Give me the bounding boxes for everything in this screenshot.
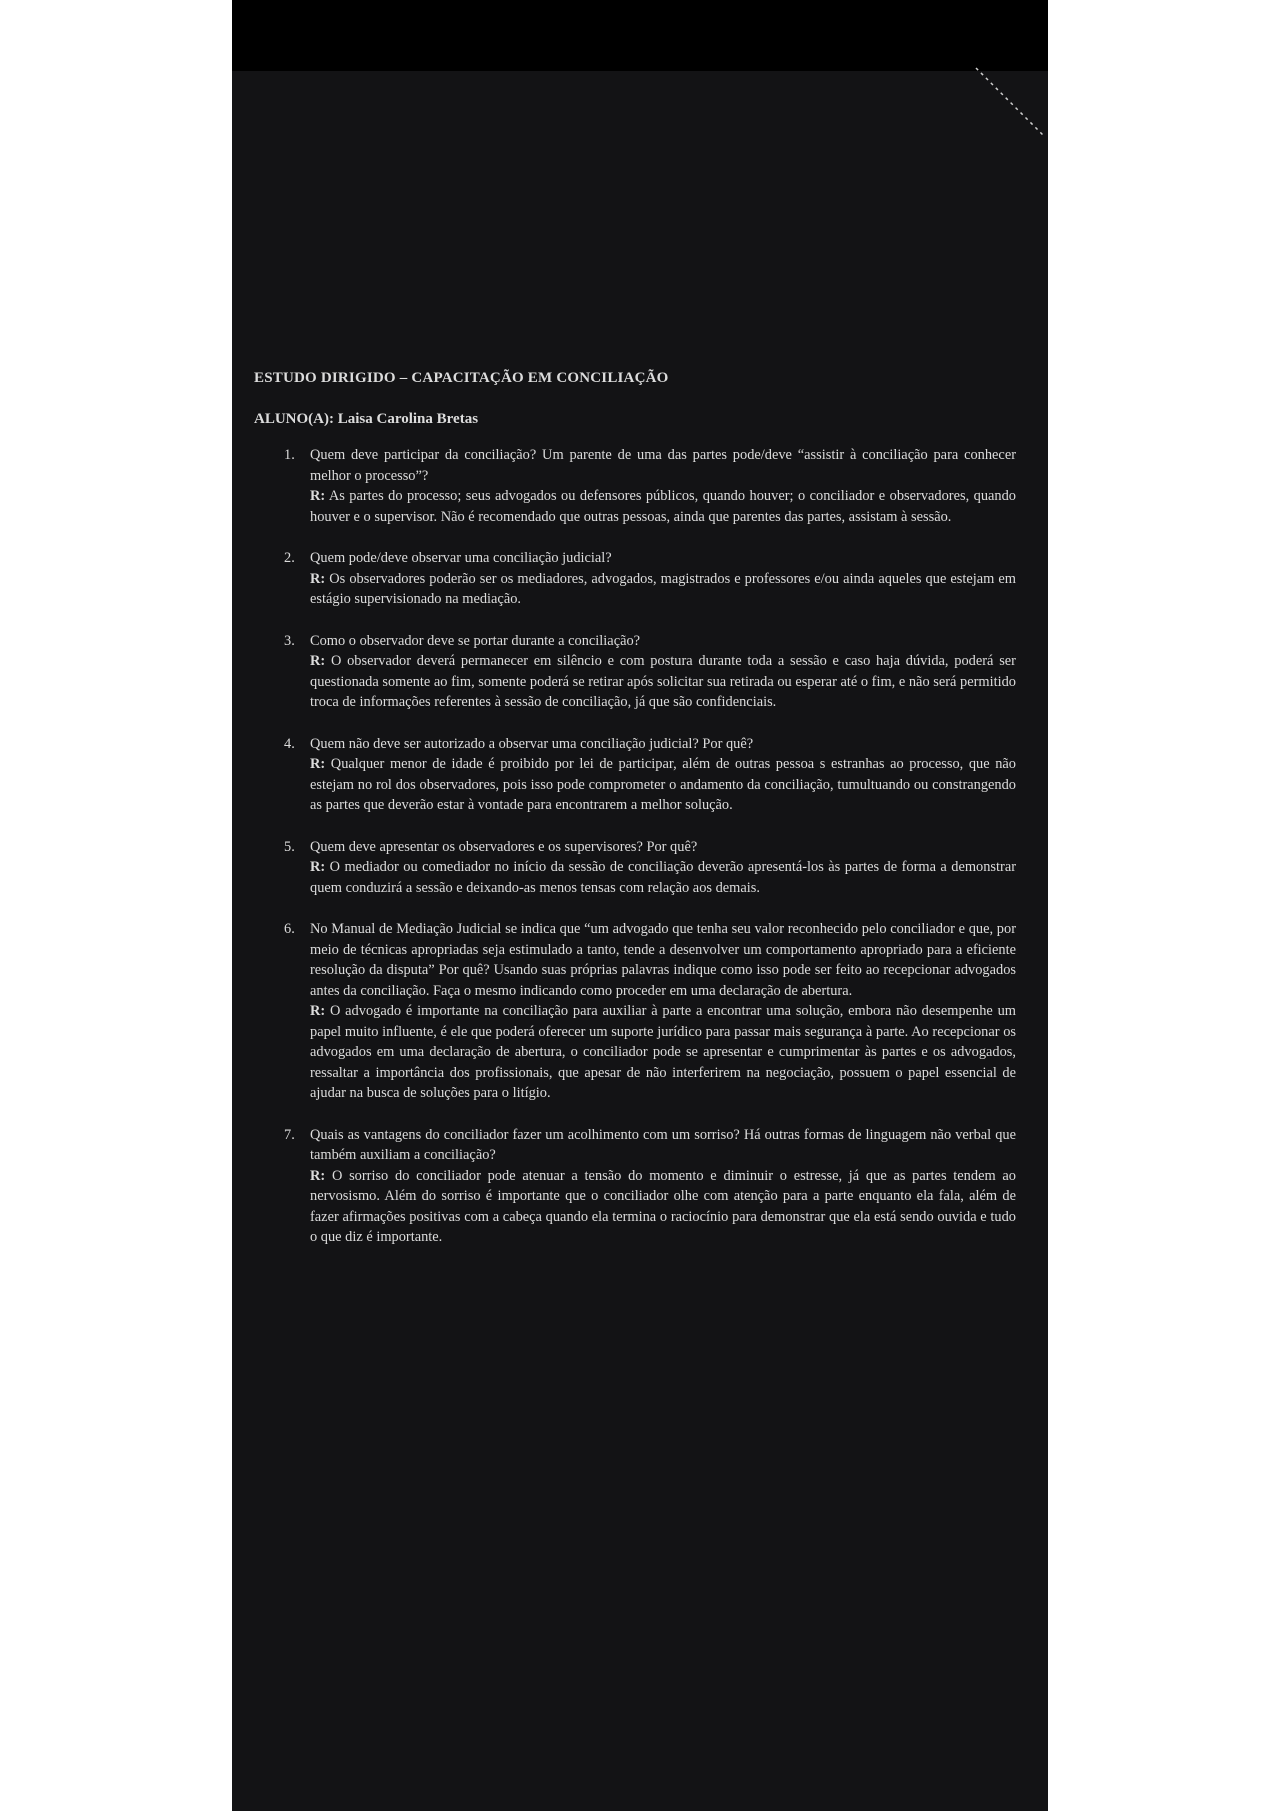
question-list	[254, 445, 1016, 1248]
question-item-4	[254, 734, 1016, 816]
answer-text: O mediador ou comediador no início da sessão de conciliação deverão apresentá-los às partes de forma a demonstrar quem conduzirá a sessão e deixando-as menos tensas com relação aos demais.	[310, 859, 1016, 896]
question-text: Quem deve apresentar os observadores e os supervisores? Por quê?	[310, 838, 698, 855]
answer-block	[310, 754, 1016, 816]
answer-block	[310, 486, 1016, 527]
study-guide	[254, 368, 1016, 1269]
corner-dashed-line	[972, 66, 1048, 146]
answer-prefix: R:	[310, 488, 326, 504]
answer-block	[310, 857, 1016, 898]
question-number: 7.	[284, 1126, 295, 1143]
question-item-3	[254, 631, 1016, 713]
answer-prefix: R:	[310, 756, 326, 772]
document-page	[232, 0, 1048, 1811]
question-number: 5.	[284, 838, 295, 855]
question-number: 2.	[284, 550, 295, 566]
answer-text: O sorriso do conciliador pode atenuar a tensão do momento e diminuir o estresse, já que as partes tendem ao nervosismo. Além do sorriso é importante que o conciliador olhe com atenção para a parte enquanto ela fala, além de fazer afirmações positivas com a cabeça quando ela termina o raciocínio para demonstrar que ela está sendo ouvida e tudo o que diz é importante.	[310, 1167, 1016, 1245]
question-item-5	[254, 837, 1016, 899]
question-item-1	[254, 445, 1016, 527]
question-text: Quais as vantagens do conciliador fazer um acolhimento com um sorriso? Há outras formas de linguagem não verbal que também auxiliam a conciliação?	[310, 1126, 1016, 1163]
question-item-6	[254, 919, 1016, 1104]
question-text: Quem pode/deve observar uma conciliação judicial?	[310, 550, 612, 566]
question-number: 3.	[284, 632, 295, 649]
question-text: Como o observador deve se portar durante a conciliação?	[310, 632, 641, 649]
answer-text: Qualquer menor de idade é proibido por lei de participar, além de outras pessoa s estranhas ao processo, que não estejam no rol dos observadores, pois isso pode comprometer o andamento da conciliação, tumultuando ou constrangendo as partes que deverão estar à vontade para encontrarem a melhor solução.	[310, 756, 1016, 813]
question-text: No Manual de Mediação Judicial se indica que “um advogado que tenha seu valor reconhecido pelo conciliador e que, por meio de técnicas apropriadas seja estimulado a tanto, tende a desenvolver um comportamento apropriado para a eficiente resolução da disputa” Por quê? Usando suas próprias palavras indique como isso pode ser feito ao recepcionar advogados antes da conciliação. Faça o mesmo indicando como proceder em uma declaração de abertura.	[310, 921, 1016, 999]
answer-block	[310, 569, 1016, 610]
answer-prefix: R:	[310, 1003, 326, 1019]
answer-block	[310, 1001, 1016, 1104]
answer-prefix: R:	[310, 653, 326, 669]
question-text: Quem não deve ser autorizado a observar uma conciliação judicial? Por quê?	[310, 735, 754, 752]
answer-prefix: R:	[310, 570, 326, 587]
question-number: 4.	[284, 735, 295, 752]
answer-text: Os observadores poderão ser os mediadores, advogados, magistrados e professores e/ou ainda aqueles que estejam em estágio supervisionado na mediação.	[310, 570, 1016, 607]
question-item-2	[254, 548, 1016, 610]
answer-prefix: R:	[310, 859, 326, 875]
top-black-band	[232, 0, 1048, 71]
answer-prefix: R:	[310, 1167, 326, 1184]
student-name: ALUNO(A): Laisa Carolina Bretas	[254, 410, 479, 427]
answer-text: As partes do processo; seus advogados ou defensores públicos, quando houver; o conciliador e observadores, quando houver e o supervisor. Não é recomendado que outras pessoas, ainda que parentes das partes, assistam à sessão.	[310, 488, 1016, 525]
question-number: 1.	[284, 447, 295, 463]
question-text: Quem deve participar da conciliação? Um parente de uma das partes pode/deve “assistir à conciliação para conhecer melhor o processo”?	[310, 447, 1016, 484]
answer-text: O observador deverá permanecer em silêncio e com postura durante toda a sessão e caso haja dúvida, poderá ser questionada somente ao fim, somente poderá se retirar após solicitar sua retirada ou esperar até o fim, e não será permitido troca de informações referentes à sessão de conciliação, já que são confidenciais.	[310, 653, 1016, 710]
answer-block	[310, 651, 1016, 713]
answer-text: O advogado é importante na conciliação para auxiliar à parte a encontrar uma solução, embora não desempenhe um papel muito influente, é ele que poderá oferecer um suporte jurídico para passar mais segurança à parte. Ao recepcionar os advogados em uma declaração de abertura, o conciliador pode se apresentar e cumprimentar às partes e os advogados, ressaltar a importância dos profissionais, que apesar de não interferirem na negociação, possuem o papel essencial de ajudar na busca de soluções para o litígio.	[310, 1003, 1016, 1101]
question-number: 6.	[284, 921, 295, 937]
question-item-7	[254, 1125, 1016, 1248]
answer-block	[310, 1166, 1016, 1248]
document-title: ESTUDO DIRIGIDO – CAPACITAÇÃO EM CONCILIAÇÃO	[254, 370, 669, 386]
